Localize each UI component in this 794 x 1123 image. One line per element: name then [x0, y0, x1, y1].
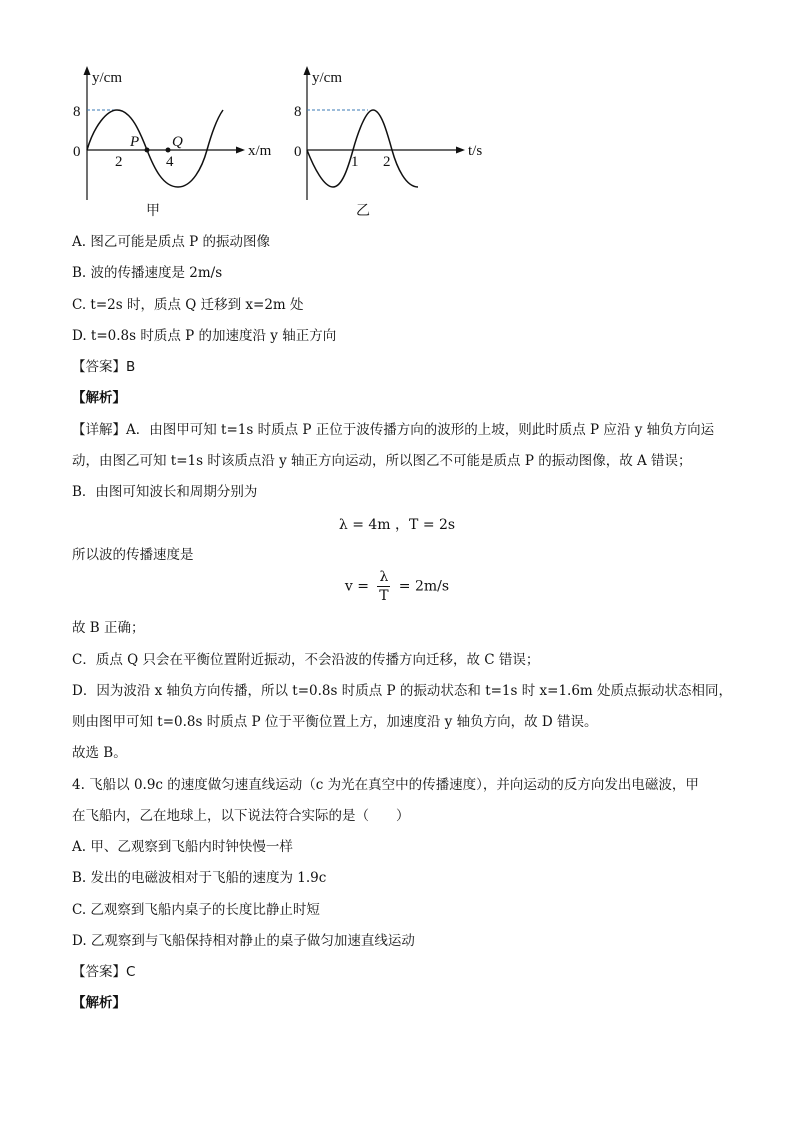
- q4-stem-1: 4. 飞船以 0.9c 的速度做匀速直线运动（c 为光在真空中的传播速度），并向运动的反方向发出电磁波，甲: [72, 777, 699, 793]
- fraction-denominator: T: [379, 588, 389, 604]
- q3-answer: 【答案】B: [72, 359, 136, 375]
- x-tick-4: 4: [166, 154, 174, 170]
- origin-label: 0: [73, 144, 81, 160]
- q4-option-d: D. 乙观察到与飞船保持相对静止的桌子做匀加速直线运动: [72, 933, 415, 949]
- q3-detail-3: B．由图可知波长和周期分别为: [72, 484, 258, 500]
- q4-option-b: B. 发出的电磁波相对于飞船的速度为 1.9c: [72, 870, 327, 886]
- formula-velocity: [0, 568, 794, 605]
- q4-answer: 【答案】C: [72, 964, 136, 980]
- point-p-label: P: [130, 134, 140, 150]
- q3-option-a: A. 图乙可能是质点 P 的振动图像: [72, 234, 270, 250]
- q3-detail-1: 【详解】A．由图甲可知 t=1s 时质点 P 正位于波传播方向的波形的上坡，则此时质点 P 应沿 y 轴负方向运: [72, 422, 715, 438]
- t-tick-1: 1: [351, 154, 359, 170]
- vibration-curve: [307, 110, 418, 187]
- q4-stem-2: 在飞船内，乙在地球上，以下说法符合实际的是（ ）: [72, 808, 410, 824]
- fraction-numerator: λ: [379, 569, 389, 585]
- q4-analysis-heading: 【解析】: [72, 995, 126, 1011]
- q3-detail-2: 动，由图乙可知 t=1s 时该质点沿 y 轴正方向运动，所以图乙不可能是质点 P 的振动图像，故 A 错误；: [72, 453, 692, 469]
- q4-option-c: C. 乙观察到飞船内桌子的长度比静止时短: [72, 902, 320, 918]
- y-tick-8: 8: [294, 104, 302, 120]
- fraction: [377, 568, 390, 605]
- formula-lambda-t: λ = 4m ，T = 2s: [338, 517, 456, 533]
- y-axis-label: y/cm: [312, 70, 342, 86]
- wave-graph-jia: [60, 62, 280, 222]
- formula-v: v =: [344, 578, 370, 595]
- x-tick-2: 2: [115, 154, 123, 170]
- y-axis-label: y/cm: [92, 70, 122, 86]
- wave-curve: [87, 110, 223, 187]
- q3-detail-8: 则由图甲可知 t=0.8s 时质点 P 位于平衡位置上方，加速度沿 y 轴负方向，故 D 错误。: [72, 714, 598, 730]
- figures: [60, 62, 520, 222]
- q3-detail-7: D．因为波沿 x 轴负方向传播，所以 t=0.8s 时质点 P 的振动状态和 t=1s 时 x=1.6m 处质点振动状态相同，: [72, 683, 733, 699]
- q3-option-d: D. t=0.8s 时质点 P 的加速度沿 y 轴正方向: [72, 328, 337, 344]
- q3-detail-6: C．质点 Q 只会在平衡位置附近振动，不会沿波的传播方向迁移，故 C 错误；: [72, 652, 540, 668]
- point-q-dot: [166, 148, 171, 153]
- caption-jia: 甲: [146, 203, 160, 219]
- vibration-graph-yi: [280, 62, 500, 222]
- origin-label: 0: [294, 144, 302, 160]
- x-axis-label: x/m: [248, 143, 272, 159]
- t-tick-2: 2: [383, 154, 391, 170]
- point-p-dot: [145, 148, 150, 153]
- caption-yi: 乙: [356, 203, 370, 219]
- q3-analysis-heading: 【解析】: [72, 390, 126, 406]
- q4-option-a: A. 甲、乙观察到飞船内时钟快慢一样: [72, 839, 293, 855]
- x-axis-label: t/s: [468, 143, 483, 159]
- q3-detail-9: 故选 B。: [72, 745, 127, 761]
- point-q-label: Q: [172, 134, 183, 150]
- q3-detail-4: 所以波的传播速度是: [72, 547, 194, 563]
- y-tick-8: 8: [73, 104, 81, 120]
- q3-option-b: B. 波的传播速度是 2m/s: [72, 265, 223, 281]
- q3-detail-5: 故 B 正确；: [72, 620, 145, 636]
- q3-option-c: C. t=2s 时，质点 Q 迁移到 x=2m 处: [72, 297, 304, 313]
- formula-result: = 2m/s: [398, 578, 450, 595]
